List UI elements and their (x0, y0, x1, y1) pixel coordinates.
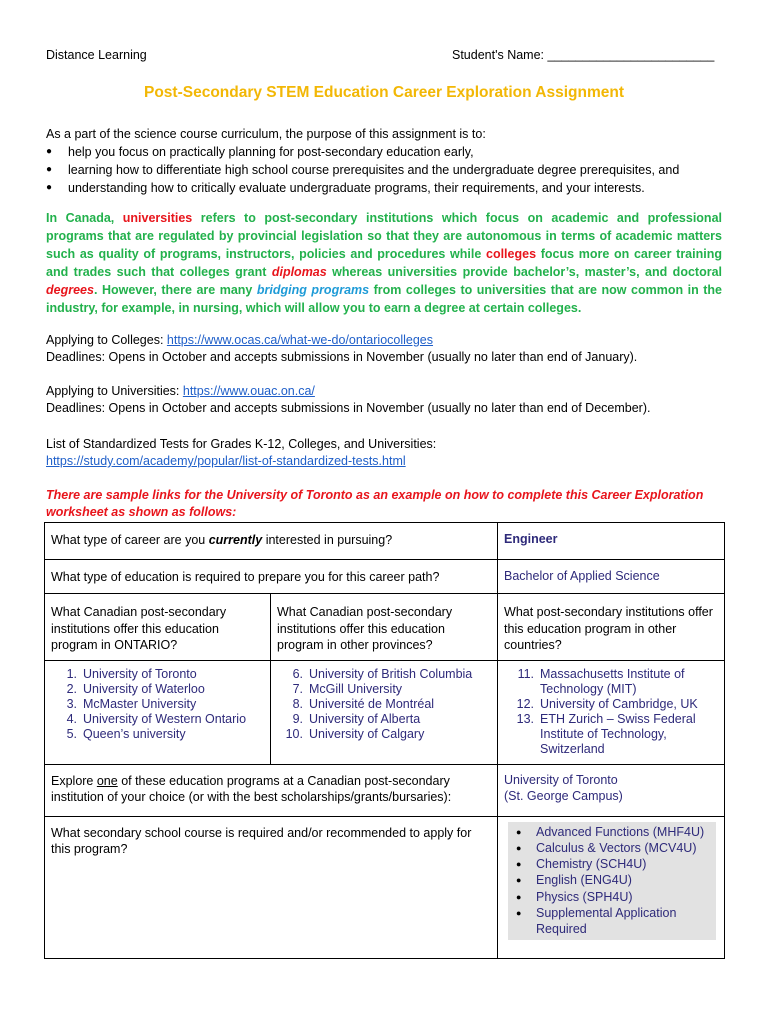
question-countries: What post-secondary institutions offer this education program in other countries? (498, 594, 725, 661)
definition-text: whereas universities provide bachelor’s, master’s, and doctoral (326, 265, 722, 279)
intro-bullet: ● help you focus on practically planning for post-secondary education early, (46, 143, 726, 161)
countries-list (504, 667, 718, 757)
list-item: 5. Queen’s university (66, 726, 186, 741)
colleges-label: Applying to Colleges: (46, 333, 167, 347)
list-item: 10. University of Calgary (285, 726, 425, 741)
intro-bullet: ● learning how to differentiate high school course prerequisites and the undergraduate degree prerequisites, and (46, 161, 726, 179)
courses-list (512, 824, 712, 938)
list-item: 9. University of Alberta (292, 711, 421, 726)
ontario-institutions (45, 660, 271, 764)
term-diplomas: diplomas (271, 265, 327, 279)
table-row (45, 816, 725, 958)
student-name-field: Student's Name: ________________________ (452, 48, 715, 62)
list-item: 1. University of Toronto (66, 666, 197, 681)
table-row (45, 560, 725, 594)
list-item: ● Physics (SPH4U) (512, 889, 712, 905)
question-career: What type of career are you currently interested in pursuing? (45, 523, 498, 560)
definition-paragraph (46, 209, 722, 317)
answer-education (498, 560, 725, 594)
question-ontario: What Canadian post-secondary institutions offer this education program in ONTARIO? (45, 594, 271, 661)
list-item: ● English (ENG4U) (512, 872, 712, 888)
question-education: What type of education is required to prepare you for this career path? (45, 560, 498, 594)
answer-explore (498, 764, 725, 816)
term-colleges: colleges (486, 247, 537, 261)
list-item: 6. University of British Columbia (292, 666, 473, 681)
list-item: ● Supplemental Application Required (512, 905, 712, 938)
answer-education-text: Bachelor of Applied Science (504, 569, 660, 583)
list-item: 7. McGill University (292, 681, 403, 696)
list-item: ● Calculus & Vectors (MCV4U) (512, 840, 712, 856)
list-item: 4. University of Western Ontario (66, 711, 247, 726)
list-item: 8. Université de Montréal (292, 696, 435, 711)
intro-section (46, 125, 726, 197)
table-row (45, 764, 725, 816)
page-title: Post-Secondary STEM Education Career Exploration Assignment (143, 84, 625, 101)
question-provinces: What Canadian post-secondary institutions offer this education program in other provinces? (271, 594, 498, 661)
list-item: 2. University of Waterloo (66, 681, 205, 696)
international-institutions (498, 660, 725, 764)
definition-text: . However, there are many (93, 283, 257, 297)
term-bridging-programs: bridging programs (256, 283, 370, 297)
definition-text: refers to post-secondary institutions which focus on academic and professional programs that are regulated by provincial legislation so that they are autonomous in terms of academic matters such as quality of programs, instructors, policies and procedures while (46, 211, 722, 261)
colleges-link[interactable]: https://www.ocas.ca/what-we-do/ontariocolleges (166, 333, 434, 347)
table-row (45, 594, 725, 661)
term-universities: universities (122, 211, 193, 225)
term-degrees: degrees (46, 283, 94, 297)
tests-link[interactable]: https://study.com/academy/popular/list-of-standardized-tests.html (46, 454, 406, 468)
universities-deadline: Deadlines: Opens in October and accepts submissions in November (usually no later than end of December). (46, 401, 651, 415)
universities-label: Applying to Universities: (46, 384, 183, 398)
career-worksheet-table (44, 522, 725, 959)
province-institutions (271, 660, 498, 764)
intro-bullet: ● understanding how to critically evaluate undergraduate programs, their requirements, and your interests. (46, 179, 726, 197)
answer-career-text: Engineer (504, 532, 558, 546)
definition-text: In Canada, (46, 211, 123, 225)
answer-explore-institution: University of Toronto (504, 772, 618, 787)
answer-explore-campus: (St. George Campus) (504, 789, 623, 803)
list-item: ● Chemistry (SCH4U) (512, 856, 712, 872)
answer-career (498, 523, 725, 560)
universities-link[interactable]: https://www.ouac.on.ca/ (182, 384, 315, 398)
colleges-deadline: Deadlines: Opens in October and accepts submissions in November (usually no later than end of January). (46, 350, 638, 364)
list-item: 13. ETH Zurich – Swiss Federal Institute of Technology, Switzerland (516, 711, 696, 756)
table-row (45, 660, 725, 764)
definition-text: from colleges to universities that are now common in the industry, for example, in nursing, which will allow you to earn a degree at certain colleges. (46, 283, 722, 315)
list-item: 11. Massachusetts Institute of Technology (MIT) (517, 666, 685, 696)
list-item: 3. McMaster University (66, 696, 197, 711)
list-item: ● Advanced Functions (MHF4U) (512, 824, 712, 840)
tests-label: List of Standardized Tests for Grades K-12, Colleges, and Universities: (46, 437, 437, 451)
provinces-list (277, 667, 491, 742)
question-courses: What secondary school course is required and/or recommended to apply for this program? (45, 816, 498, 958)
question-explore: Explore one of these education programs at a Canadian post-secondary institution of your choice (or with the best scholarships/grants/bursaries): (45, 764, 498, 816)
intro-bullets (46, 143, 726, 197)
course-header: Distance Learning (46, 48, 147, 62)
intro-lead: As a part of the science course curriculum, the purpose of this assignment is to: (46, 127, 486, 141)
table-row (45, 523, 725, 560)
tests-section (46, 436, 436, 470)
list-item: 12. University of Cambridge, UK (516, 696, 698, 711)
ontario-list (51, 667, 264, 742)
answer-courses (498, 816, 725, 958)
colleges-section (46, 332, 637, 366)
courses-box (508, 822, 716, 940)
sample-note: There are sample links for the University of Toronto as an example on how to complete this Career Exploration worksheet as shown as follows: (46, 488, 704, 519)
definition-text: focus more on career training and trades such that colleges grant (46, 247, 722, 279)
universities-section (46, 383, 650, 417)
